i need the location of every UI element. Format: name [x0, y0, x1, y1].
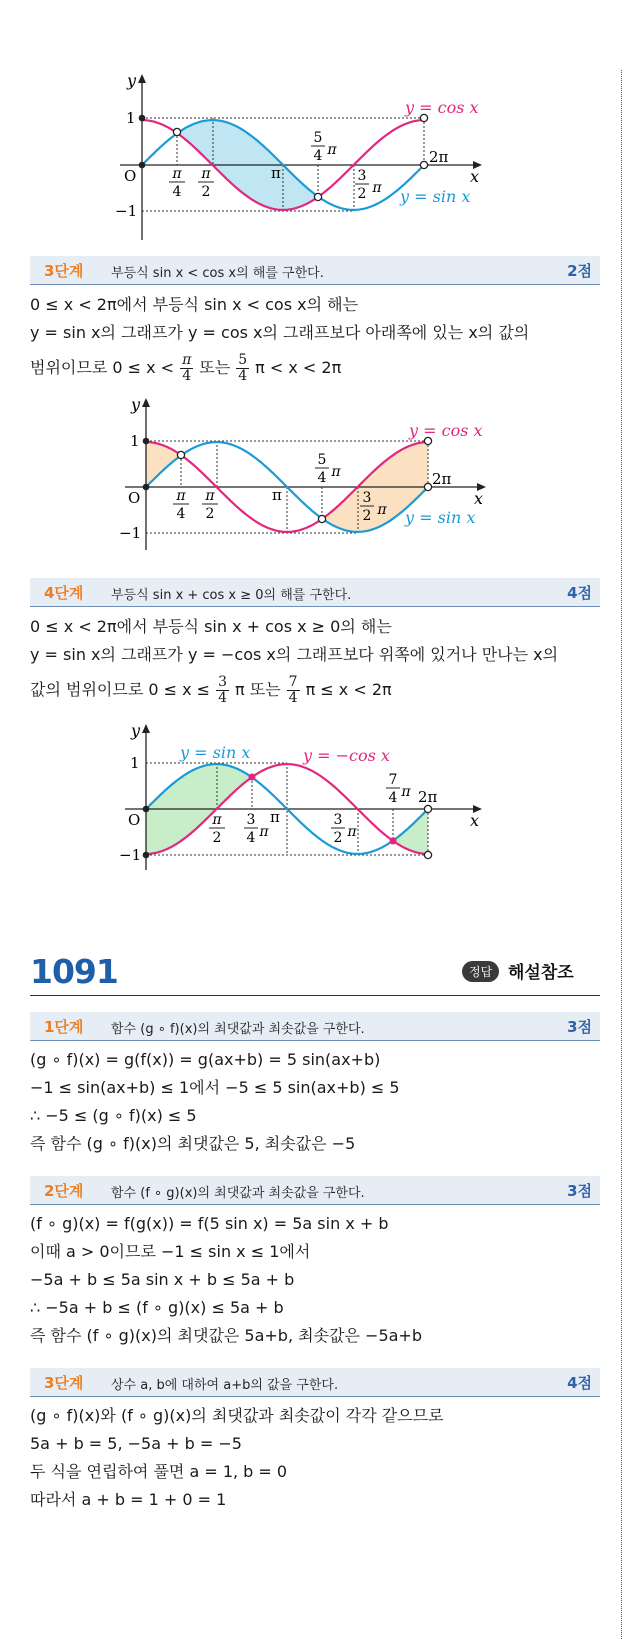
step-label: 1단계 [44, 1018, 84, 1036]
fraction: $\frac{7}{4}$ [288, 673, 298, 706]
solution-line: y = sin x의 그래프가 y = cos x의 그래프보다 아래쪽에 있는 x의 값의 [30, 323, 530, 342]
tick-5pi4-num: 5 [317, 452, 327, 468]
step-header-2 [30, 1176, 600, 1205]
intersection-point-closed [249, 774, 256, 781]
intersection-point-open [173, 128, 180, 135]
solution-line: (g ∘ f)(x) = g(f(x)) = g(ax+b) = 5 sin(ax+b) [30, 1050, 381, 1069]
y-tick-1: 1 [130, 432, 140, 450]
intersection-point-open [314, 193, 321, 200]
y-axis-arrow-icon [138, 74, 146, 83]
step-header-3 [30, 256, 600, 285]
solution-line: y = sin x의 그래프가 y = −cos x의 그래프보다 위쪽에 있거나 만나는 x의 [30, 645, 559, 664]
solution-line: 이때 a > 0이므로 −1 ≤ sin x ≤ 1에서 [30, 1242, 311, 1261]
tick-pi4-den: 4 [176, 506, 186, 522]
step-header-1 [30, 1012, 600, 1041]
cos-curve-label: y = cos x [409, 421, 483, 440]
text-segment: π ≤ x < 2π [305, 680, 392, 699]
tick-3pi2-num: 3 [357, 168, 367, 184]
solution-line: −1 ≤ sin(ax+b) ≤ 1에서 −5 ≤ 5 sin(ax+b) ≤ 5 [30, 1078, 400, 1097]
x-tick-2pi: 2π [418, 788, 438, 806]
solution-line: 0 ≤ x < 2π에서 부등식 sin x < cos x의 해는 [30, 295, 359, 314]
intersection-point-open [318, 515, 325, 522]
tick-5pi4-den: 4 [313, 148, 323, 164]
sin-curve-label: y = sin x [180, 743, 251, 762]
negcos-curve-label: y = −cos x [303, 746, 390, 765]
endpoint-closed [139, 115, 146, 122]
step-points: 3점 [567, 1018, 592, 1036]
endpoint-closed [143, 806, 150, 813]
tick-pi4-den: 4 [172, 184, 182, 200]
text-segment: π 또는 [235, 680, 281, 699]
endpoint-closed [143, 438, 150, 445]
endpoint-open [424, 483, 431, 490]
sin-curve-label: y = sin x [400, 187, 471, 206]
solution-line: 두 식을 연립하여 풀면 a = 1, b = 0 [30, 1462, 288, 1481]
tick-3pi2-pi: π [372, 180, 382, 196]
step-label: 4단계 [44, 584, 84, 602]
solution-line: 5a + b = 5, −5a + b = −5 [30, 1434, 242, 1453]
graph-sin-negcos [0, 718, 520, 878]
step-label: 3단계 [44, 1374, 84, 1392]
page-divider-line [621, 70, 622, 1639]
solution-line: −5a + b ≤ 5a sin x + b ≤ 5a + b [30, 1270, 295, 1289]
x-tick-pi: π [272, 486, 282, 504]
step-description: 부등식 sin x < cos x의 해를 구한다. [111, 266, 324, 281]
tick-7pi4-pi: π [401, 784, 411, 800]
tick-3pi2-den: 2 [333, 830, 343, 846]
origin-label: O [124, 167, 137, 185]
y-tick-minus1: −1 [119, 524, 142, 542]
solution-line: 0 ≤ x < 2π에서 부등식 sin x + cos x ≥ 0의 해는 [30, 617, 392, 636]
answer-badge: 정답 [462, 961, 499, 982]
x-tick-pi: π [270, 808, 280, 826]
endpoint-open [424, 805, 431, 812]
step-points: 4점 [567, 1374, 592, 1392]
tick-5pi4-num: 5 [313, 130, 323, 146]
x-axis-label: x [470, 811, 480, 830]
tick-3pi2-pi: π [377, 502, 387, 518]
answer-text: 해설참조 [508, 963, 574, 983]
endpoint-open [420, 161, 427, 168]
step-points: 3점 [567, 1182, 592, 1200]
text-segment: 또는 [199, 358, 231, 377]
y-tick-minus1: −1 [119, 846, 142, 864]
x-axis-label: x [474, 489, 484, 508]
tick-3pi2-den: 2 [362, 508, 372, 524]
x-tick-2pi: 2π [429, 148, 449, 166]
solution-line: (g ∘ f)(x)와 (f ∘ g)(x)의 최댓값과 최솟값이 각각 같으므로 [30, 1406, 444, 1425]
step-header-4 [30, 578, 600, 607]
fraction: $\frac{\pi}{4}$ [182, 351, 192, 384]
y-axis-label: y [131, 395, 141, 414]
graph-sin-cos-1 [0, 68, 520, 248]
tick-3pi2-den: 2 [357, 186, 367, 202]
tick-5pi4-pi: π [331, 464, 341, 480]
endpoint-closed [139, 162, 146, 169]
fraction: $\frac{5}{4}$ [238, 351, 248, 384]
solution-line: ∴ −5 ≤ (g ∘ f)(x) ≤ 5 [30, 1106, 197, 1125]
y-axis-arrow-icon [142, 724, 150, 733]
tick-pi2-den: 2 [205, 506, 215, 522]
solution-line: 즉 함수 (g ∘ f)(x)의 최댓값은 5, 최솟값은 −5 [30, 1134, 356, 1153]
tick-3pi4-num: 3 [246, 812, 256, 828]
tick-pi2-num: π [212, 812, 222, 828]
y-tick-minus1: −1 [115, 202, 138, 220]
solution-line: 따라서 a + b = 1 + 0 = 1 [30, 1490, 227, 1509]
text-segment: 범위이므로 0 ≤ x < [30, 358, 175, 377]
origin-label: O [128, 811, 141, 829]
y-axis-label: y [131, 721, 141, 740]
solution-line-with-fractions [30, 350, 341, 386]
solution-line: 즉 함수 (f ∘ g)(x)의 최댓값은 5a+b, 최솟값은 −5a+b [30, 1326, 422, 1345]
step-points: 2점 [567, 262, 592, 280]
y-axis-label: y [127, 71, 137, 90]
endpoint-closed [143, 484, 150, 491]
intersection-point-closed [390, 838, 397, 845]
tick-5pi4-den: 4 [317, 470, 327, 486]
tick-3pi4-den: 4 [246, 830, 256, 846]
intersection-point-open [177, 451, 184, 458]
endpoint-open [424, 851, 431, 858]
step-label: 2단계 [44, 1182, 84, 1200]
step-header-3b [30, 1368, 600, 1397]
text-segment: π < x < 2π [255, 358, 342, 377]
tick-5pi4-pi: π [327, 142, 337, 158]
step-points: 4점 [567, 584, 592, 602]
step-description: 함수 (g ∘ f)(x)의 최댓값과 최솟값을 구한다. [111, 1022, 365, 1037]
tick-3pi2-pi: π [347, 824, 357, 840]
tick-7pi4-den: 4 [388, 790, 398, 806]
tick-pi4-num: π [172, 166, 182, 182]
solution-line: ∴ −5a + b ≤ (f ∘ g)(x) ≤ 5a + b [30, 1298, 284, 1317]
tick-pi2-num: π [201, 166, 211, 182]
solution-line-with-fractions [30, 672, 392, 708]
sin-curve-label: y = sin x [405, 508, 476, 527]
step-description: 상수 a, b에 대하여 a+b의 값을 구한다. [111, 1378, 339, 1393]
step-description: 부등식 sin x + cos x ≥ 0의 해를 구한다. [111, 588, 352, 603]
x-axis-label: x [470, 167, 480, 186]
text-segment: 값의 범위이므로 0 ≤ x ≤ [30, 680, 211, 699]
tick-pi2-den: 2 [201, 184, 211, 200]
tick-3pi2-num: 3 [362, 490, 372, 506]
tick-pi4-num: π [176, 488, 186, 504]
graph-sin-cos-2 [0, 392, 520, 552]
step-label: 3단계 [44, 262, 84, 280]
problem-rule [30, 995, 600, 996]
y-tick-1: 1 [126, 109, 136, 127]
endpoint-closed [143, 852, 150, 859]
x-tick-2pi: 2π [432, 470, 452, 488]
y-axis-arrow-icon [142, 398, 150, 407]
tick-3pi2-num: 3 [333, 812, 343, 828]
y-tick-1: 1 [130, 754, 140, 772]
x-tick-pi: π [271, 164, 281, 182]
tick-7pi4-num: 7 [388, 772, 398, 788]
fraction: $\frac{3}{4}$ [218, 673, 228, 706]
problem-number: 1091 [30, 952, 118, 991]
tick-3pi4-pi: π [259, 824, 269, 840]
tick-pi2-den: 2 [212, 830, 222, 846]
origin-label: O [128, 489, 141, 507]
step-description: 함수 (f ∘ g)(x)의 최댓값과 최솟값을 구한다. [111, 1186, 365, 1201]
solution-line: (f ∘ g)(x) = f(g(x)) = f(5 sin x) = 5a sin x + b [30, 1214, 389, 1233]
tick-pi2-num: π [205, 488, 215, 504]
cos-curve-label: y = cos x [405, 98, 479, 117]
